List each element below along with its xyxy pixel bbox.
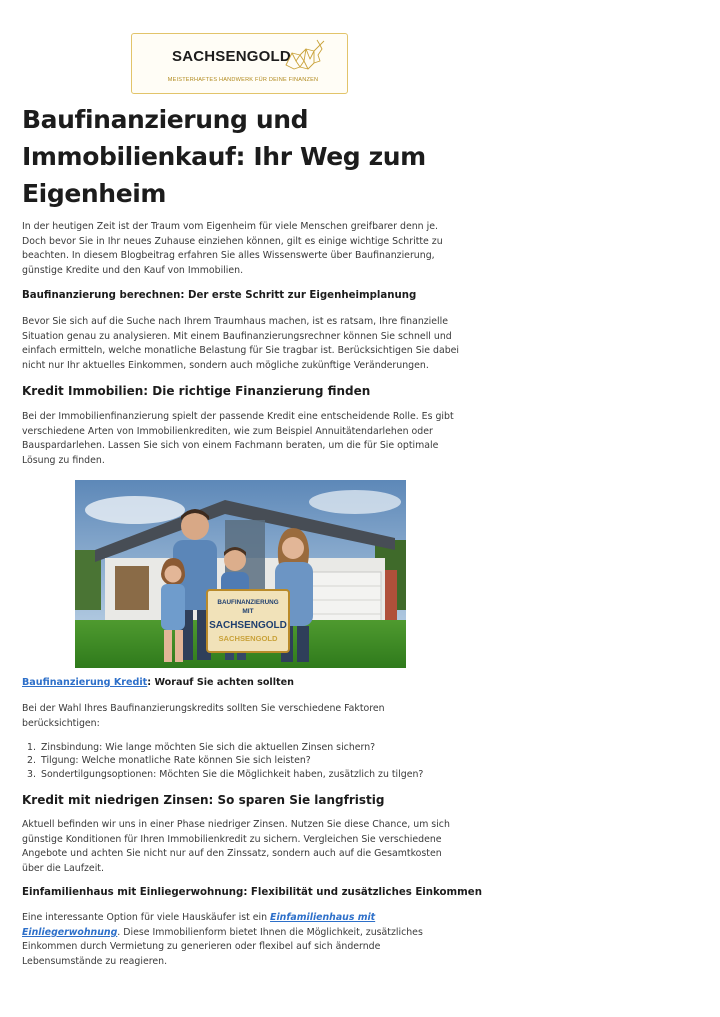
section-heading-credit: Kredit Immobilien: Die richtige Finanzierung finden <box>22 384 371 398</box>
einfamilienhaus-link[interactable]: Einfamilienhaus mit Einliegerwohnung <box>22 912 376 938</box>
section-text-lowrate: Aktuell befinden wir uns in einer Phase niedriger Zinsen. Nutzen Sie diese Chance, um sich günstige Konditionen für Ihren Immobilienkredit zu sichern. Vergleichen Sie verschiedene Angebote und achten Sie nicht nur auf den Zinssatz, sondern auch auf die Gesamtkosten über die Laufzeit. <box>22 819 450 875</box>
sign-line-3: SACHSENGOLD <box>209 620 287 631</box>
sign-line-2: MIT <box>242 608 254 615</box>
sign-line-1: BAUFINANZIERUNG <box>217 599 279 606</box>
section-heading-efh: Einfamilienhaus mit Einliegerwohnung: Flexibilität und zusätzliches Einkommen <box>22 887 482 898</box>
intro-paragraph: In der heutigen Zeit ist der Traum vom Eigenheim für viele Menschen greifbarer denn je. Doch bevor Sie in Ihr neues Zuhause einziehen können, gilt es einige wichtige Schritte zu beachten. In diesem Blogbeitrag erfahren Sie alles Wissenswerte über Baufinanzierung, günstige Kredite und den Kauf von Immobilien. <box>22 221 443 277</box>
section-text-calc: Bevor Sie sich auf die Suche nach Ihrem Traumhaus machen, ist es ratsam, Ihre finanzielle Situation genau zu analysieren. Mit einem Baufinanzierungsrechner können Sie schnell und einfach ermitteln, welche monatliche Belastung für Sie tragbar ist. Berücksichtigen Sie dabei nicht nur Ihr aktuelles Einkommen, sondern auch mögliche zukünftige Veränderungen. <box>22 316 460 372</box>
logo-name: SACHSENGOLD <box>172 48 291 65</box>
section-heading-calc: Baufinanzierung berechnen: Der erste Schritt zur Eigenheimplanung <box>22 290 417 301</box>
family-house-photo <box>75 480 406 668</box>
section-heading-factors-rest: : Worauf Sie achten sollten <box>147 677 294 688</box>
list-item: 3. Sondertilgungsoptionen: Möchten Sie die Möglichkeit haben, zusätzlich zu tilgen? <box>27 768 424 780</box>
section-heading-factors <box>22 677 492 688</box>
golden-bull-icon <box>282 39 326 79</box>
list-item: 2. Tilgung: Welche monatliche Rate können Sie sich leisten? <box>27 755 311 767</box>
logo-banner[interactable] <box>131 33 348 94</box>
section-heading-lowrate: Kredit mit niedrigen Zinsen: So sparen Sie langfristig <box>22 793 385 807</box>
section-text-factors: Bei der Wahl Ihres Baufinanzierungskredits sollten Sie verschiedene Faktoren berücksichtigen: <box>22 703 385 729</box>
factors-list <box>22 741 472 781</box>
logo-tagline: MEISTERHAFTES HANDWERK FÜR DEINE FINANZEN <box>167 77 319 83</box>
list-item: 1. Zinsbindung: Wie lange möchten Sie sich die aktuellen Zinsen sichern? <box>27 742 376 753</box>
page-title: Baufinanzierung und Immobilienkauf: Ihr Weg zum Eigenheim <box>22 105 426 208</box>
section-text-credit: Bei der Immobilienfinanzierung spielt der passende Kredit eine entscheidende Rolle. Es gibt verschiedene Arten von Immobilienkrediten, wie zum Beispiel Annuitätendarlehen oder Bauspardarlehen. Lassen Sie sich von einem Fachmann beraten, um die für Sie optimale Lösung zu finden. <box>22 411 454 467</box>
sign-line-4: SACHSENGOLD <box>218 634 278 643</box>
baufinanzierung-kredit-link[interactable]: Baufinanzierung Kredit <box>22 677 148 688</box>
section-text-efh: Eine interessante Option für viele Hauskäufer ist ein Einfamilienhaus mit Einliegerwohnung. Diese Immobilienform bietet Ihnen die Möglichkeit, zusätzliches Einkommen durch Vermietung zu generieren oder flexibel auf sich ändernde Lebensumstände zu reagieren. <box>22 912 423 968</box>
